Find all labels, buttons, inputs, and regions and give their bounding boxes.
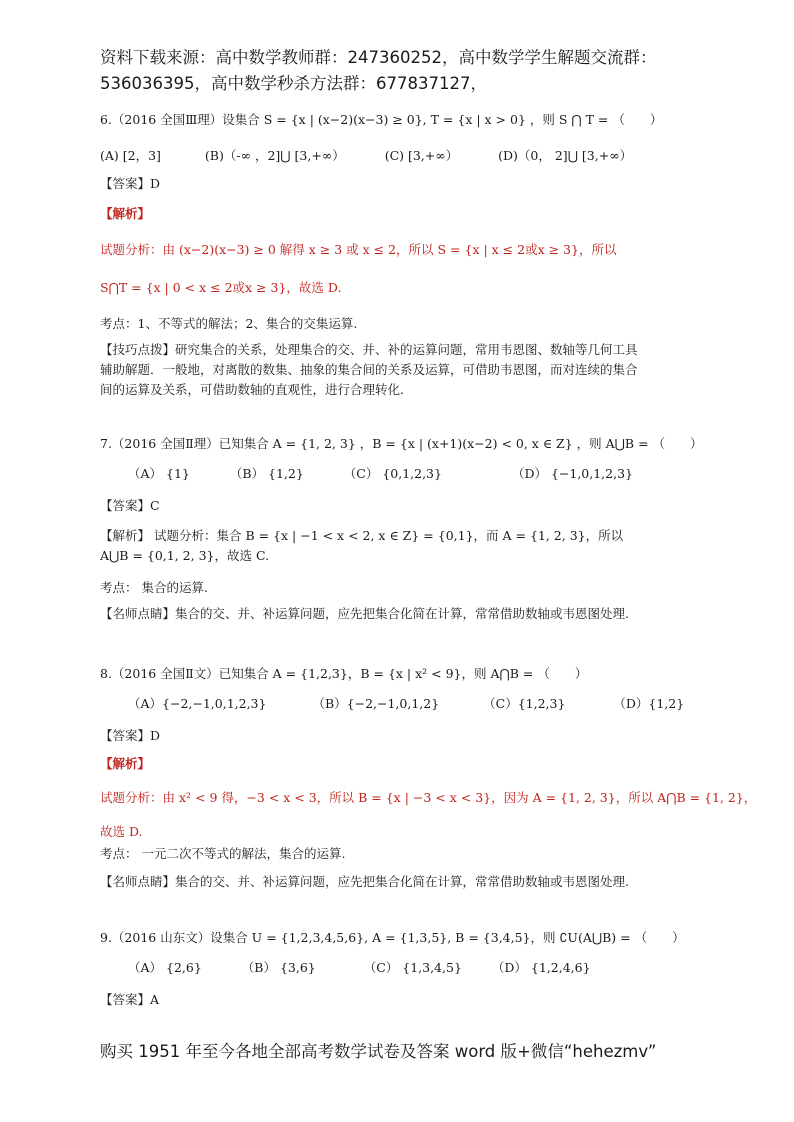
q6-kaodian: 考点：1、不等式的解法；2、集合的交集运算. [100,316,358,331]
q8-analysis-line-1: 试题分析：由 x² < 9 得，−3 < x < 3，所以 B = {x | −3 < x < 3}，因为 A = {1, 2, 3}，所以 A⋂B = {1, 2}， [100,790,757,805]
q9-option-a: （A） {2,6} [128,960,202,975]
footer-promo: 购买 1951 年至今各地全部高考数学试卷及答案 word 版+微信“hehezmv” [100,1042,657,1061]
q6-analysis-line-2: S⋂T = {x | 0 < x ≤ 2或x ≥ 3}，故选 D. [100,280,342,295]
q9-option-c: （C） {1,3,4,5} [363,960,462,975]
q6-option-a: (A) [2，3] [100,148,161,163]
q8-tip: 【名师点睛】集合的交、并、补运算问题，应先把集合化简在计算，常常借助数轴或韦恩图处理. [100,874,629,889]
q6-analysis-line-1: 试题分析：由 (x−2)(x−3) ≥ 0 解得 x ≥ 3 或 x ≤ 2，所以 S = {x | x ≤ 2或x ≥ 3}，所以 [100,242,617,257]
q6-option-c: (C) [3,+∞） [384,148,459,163]
q7-option-c: （C） {0,1,2,3} [343,466,442,481]
q6-stem: 6.（2016 全国Ⅲ理）设集合 S = {x | (x−2)(x−3) ≥ 0}, T = {x | x > 0} ，则 S ⋂ T = （ ） [100,112,663,127]
q6-answer: 【答案】D [100,176,161,191]
q8-answer: 【答案】D [100,728,161,743]
q8-stem: 8.（2016 全国Ⅱ文）已知集合 A = {1,2,3}，B = {x | x² < 9}，则 A⋂B = （ ） [100,666,588,681]
q7-tip: 【名师点睛】集合的交、并、补运算问题，应先把集合化简在计算，常常借助数轴或韦恩图处理. [100,606,629,621]
q9-option-d: （D） {1,2,4,6} [491,960,591,975]
q8-option-c: （C）{1,2,3} [483,696,566,711]
q9-stem: 9.（2016 山东文）设集合 U = {1,2,3,4,5,6}, A = {1,3,5}, B = {3,4,5}，则 ∁U(A⋃B) = （ ） [100,930,685,945]
q8-analysis-line-2: 故选 D. [100,824,143,839]
q9-options [128,960,591,976]
q8-option-d: （D）{1,2} [613,696,685,711]
header-line-2: 536036395，高中数学秒杀方法群：677837127， [100,74,487,93]
q6-options [100,148,632,164]
header-line-1: 资料下载来源：高中数学教师群：247360252，高中数学学生解题交流群： [100,48,657,67]
q7-options [128,466,633,482]
q7-kaodian: 考点： 集合的运算. [100,580,208,595]
q6-option-b: (B)（-∞ ，2]⋃ [3,+∞） [204,148,345,163]
q7-option-d: （D） {−1,0,1,2,3} [511,466,633,481]
q8-analysis-title: 【解析】 [100,756,151,771]
q6-analysis-title: 【解析】 [100,206,151,221]
q7-analysis-line-1: 【解析】 试题分析：集合 B = {x | −1 < x < 2, x ∈ Z} = {0,1}，而 A = {1, 2, 3}，所以 [100,528,624,543]
q7-option-b: （B） {1,2} [229,466,304,481]
q7-answer: 【答案】C [100,498,160,513]
q6-tip-line-1: 【技巧点拨】研究集合的关系，处理集合的交、并、补的运算问题，常用韦恩图、数轴等几何工具 [100,342,638,357]
q6-option-d: (D)（0， 2]⋃ [3,+∞） [498,148,633,163]
q7-option-a: （A） {1} [128,466,190,481]
q8-kaodian: 考点： 一元二次不等式的解法，集合的运算. [100,846,346,861]
q6-tip-line-2: 辅助解题．一般地，对离散的数集、抽象的集合间的关系及运算，可借助韦恩图，而对连续的集合 [100,362,638,377]
q6-tip-line-3: 间的运算及关系，可借助数轴的直观性，进行合理转化. [100,382,404,397]
q7-stem: 7.（2016 全国Ⅱ理）已知集合 A = {1, 2, 3} ，B = {x | (x+1)(x−2) < 0, x ∈ Z} ，则 A⋃B = （ ） [100,436,703,451]
q9-option-b: （B） {3,6} [241,960,316,975]
q8-option-a: （A）{−2,−1,0,1,2,3} [128,696,267,711]
q8-options [128,696,684,712]
q7-analysis-line-2: A⋃B = {0,1, 2, 3}，故选 C. [100,548,270,563]
q9-answer: 【答案】A [100,992,160,1007]
q8-option-b: （B）{−2,−1,0,1,2} [312,696,440,711]
